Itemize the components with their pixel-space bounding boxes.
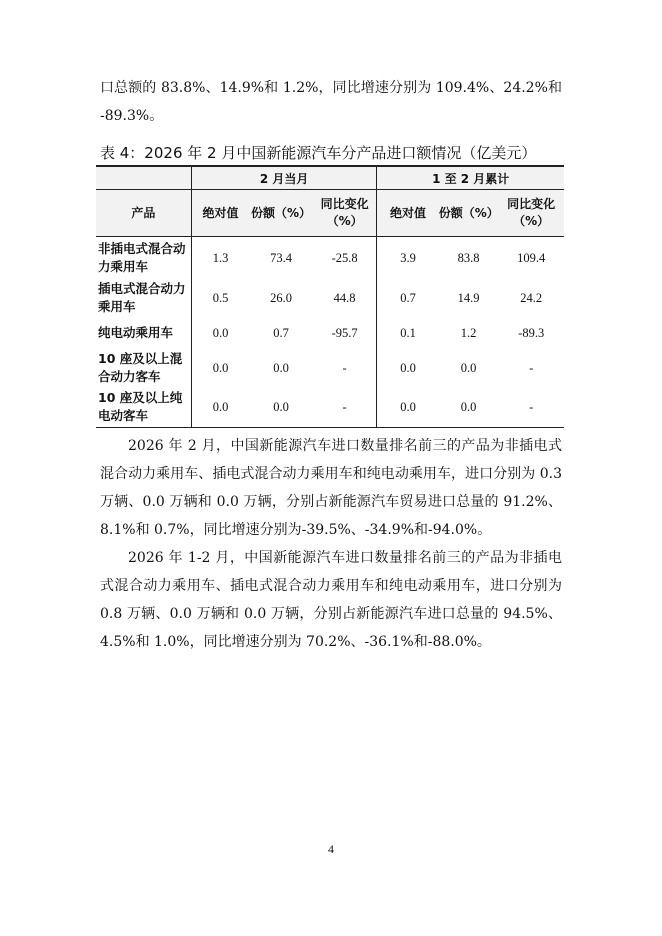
group-header-cumulative: 1 至 2 月累计 bbox=[377, 166, 564, 190]
cell-abs-cum: 0.0 bbox=[377, 387, 439, 428]
paragraph-february-import-volume: 2026 年 2 月，中国新能源汽车进口数量排名前三的产品为非插电式混合动力乘用车、插电式混合动力乘用车和纯电动乘用车，进口分别为 0.3 万辆、0.0 万辆和 0.0 万辆，分别占新能源汽车贸易进口总量的 91.2%、8.1%和 0.7%，同比增速分别为-39.5%、-34.9%和-94.0%。 bbox=[100, 438, 562, 538]
cell-share-cum: 14.9 bbox=[457, 290, 480, 305]
cell-share-month: 26.0 bbox=[270, 290, 292, 305]
cell-share-cum: 83.8 bbox=[457, 250, 480, 265]
col-header-share-cum: 份额（%） bbox=[439, 190, 499, 237]
row-product-label: 纯电动乘用车 bbox=[96, 317, 191, 349]
table-row bbox=[96, 317, 564, 349]
group-header-month: 2 月当月 bbox=[191, 166, 377, 190]
row-product-label: 10 座及以上混合动力客车 bbox=[96, 349, 191, 387]
cell-yoy-month: - bbox=[313, 349, 377, 387]
cell-abs-month: 1.3 bbox=[212, 250, 229, 265]
cell-abs-cum: 0.0 bbox=[400, 360, 416, 375]
cell-share-month: 0.0 bbox=[249, 387, 313, 428]
cell-abs-cum: 0.7 bbox=[400, 290, 416, 305]
row-product-label: 插电式混合动力乘用车 bbox=[96, 279, 191, 317]
cell-abs-month: 0.0 bbox=[212, 360, 229, 375]
table-row bbox=[96, 387, 564, 428]
cell-yoy-cum: 24.2 bbox=[520, 290, 543, 305]
cell-yoy-cum: - bbox=[498, 387, 564, 428]
cell-yoy-cum: -89.3 bbox=[518, 325, 545, 340]
row-product-label: 非插电式混合动力乘用车 bbox=[96, 237, 191, 280]
row-product-label: 10 座及以上纯电动客车 bbox=[96, 387, 191, 428]
cell-yoy-month: 44.8 bbox=[313, 279, 377, 317]
cell-share-cum: 1.2 bbox=[460, 325, 477, 340]
table-column-header-row bbox=[96, 190, 564, 237]
intro-paragraph: 口总额的 83.8%、14.9%和 1.2%，同比增速分别为 109.4%、24.2%和 -89.3%。 bbox=[100, 80, 562, 124]
table-row bbox=[96, 349, 564, 387]
col-header-abs-cum: 绝对值 bbox=[377, 190, 439, 237]
col-header-yoy-month: 同比变化（%） bbox=[313, 190, 377, 237]
col-header-product: 产品 bbox=[96, 190, 191, 237]
table-group-header-row bbox=[96, 166, 564, 190]
cell-share-month: 73.4 bbox=[270, 250, 292, 265]
page-number: 4 bbox=[328, 842, 334, 856]
col-header-abs-month: 绝对值 bbox=[191, 190, 249, 237]
cell-abs-month: 0.0 bbox=[212, 325, 229, 340]
paragraph-jan-feb-import-volume: 2026 年 1-2 月，中国新能源汽车进口数量排名前三的产品为非插电式混合动力乘用车、插电式混合动力乘用车和纯电动乘用车，进口分别为 0.8 万辆、0.0 万辆和 0.0 万辆，分别占新能源汽车进口总量的 94.5%、4.5%和 1.0%，同比增速分别为 70.2%、-36.1%和-88.0%。 bbox=[100, 550, 562, 650]
cell-share-cum: 0.0 bbox=[460, 360, 477, 375]
cell-yoy-month: - bbox=[313, 387, 377, 428]
cell-abs-cum: 3.9 bbox=[400, 250, 416, 265]
col-header-yoy-cum: 同比变化（%） bbox=[498, 190, 564, 237]
cell-share-cum: 0.0 bbox=[439, 387, 499, 428]
cell-share-month: 0.7 bbox=[273, 325, 289, 340]
col-header-share-month: 份额（%） bbox=[249, 190, 313, 237]
cell-abs-month: 0.5 bbox=[212, 290, 229, 305]
cell-abs-cum: 0.1 bbox=[400, 325, 416, 340]
cell-yoy-month: -95.7 bbox=[313, 317, 377, 349]
cell-yoy-month: -25.8 bbox=[313, 237, 377, 280]
cell-yoy-cum: 109.4 bbox=[517, 250, 546, 265]
cell-abs-month: 0.0 bbox=[191, 387, 249, 428]
group-header-blank bbox=[96, 166, 191, 190]
cell-share-month: 0.0 bbox=[273, 360, 289, 375]
table-row bbox=[96, 237, 564, 280]
cell-yoy-cum: - bbox=[529, 360, 534, 375]
table-row bbox=[96, 279, 564, 317]
import-value-table bbox=[96, 165, 564, 428]
table-title: 表 4：2026 年 2 月中国新能源汽车分产品进口额情况（亿美元） bbox=[100, 144, 537, 162]
